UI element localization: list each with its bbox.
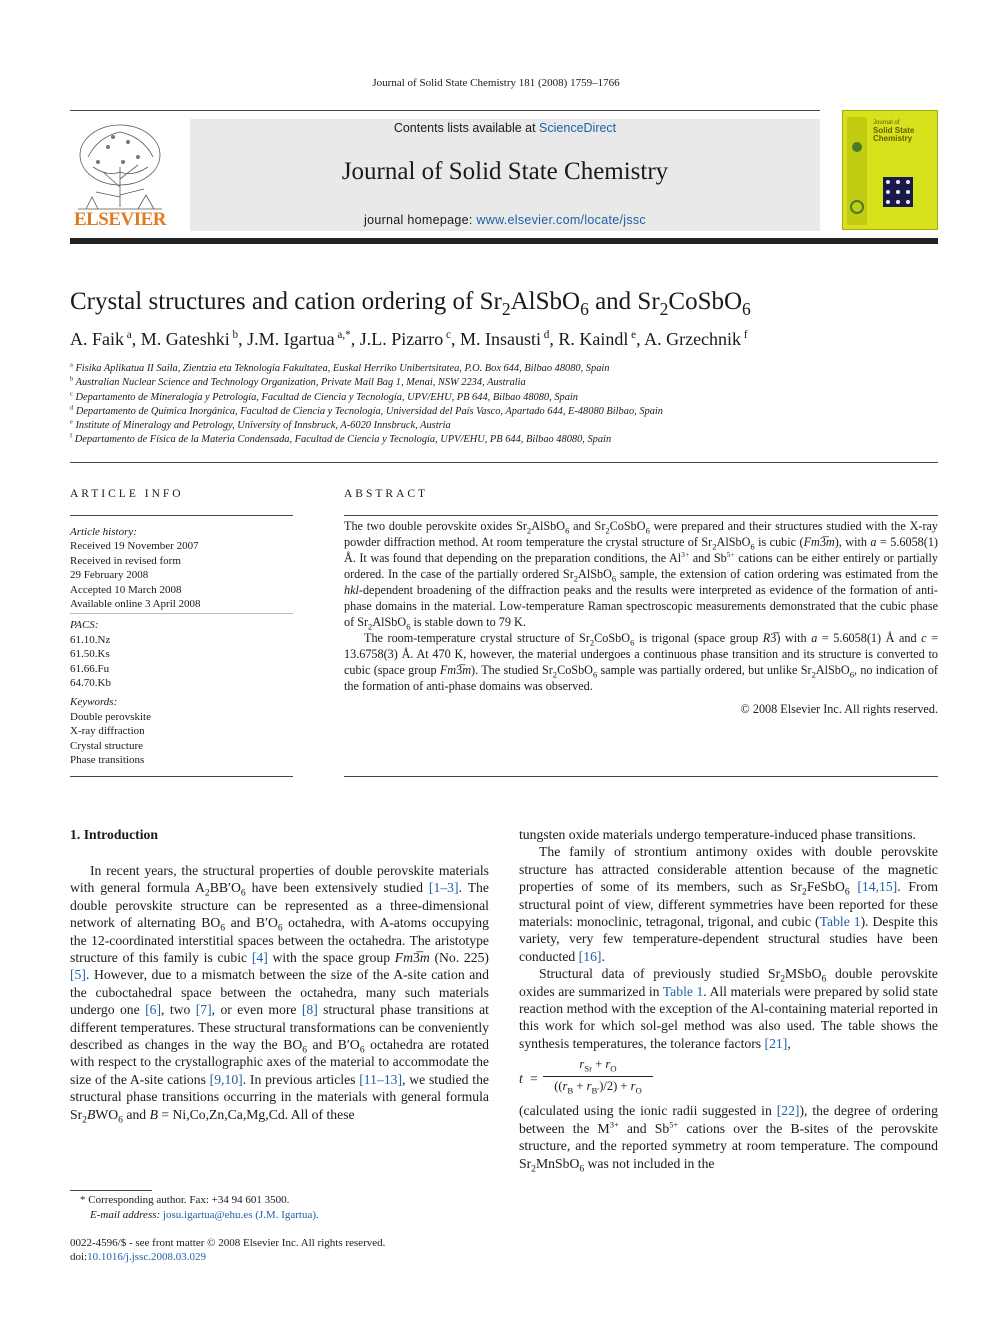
- cover-lattice-image: [883, 177, 913, 207]
- title-block-rule: [70, 462, 938, 463]
- email-link[interactable]: josu.igartua@ehu.es (J.M. Igartua).: [162, 1209, 319, 1221]
- journal-cover-thumbnail: [842, 110, 938, 230]
- affiliation-e: [70, 419, 663, 433]
- intro-continued-paragraph: tungsten oxide materials undergo temperature-induced phase transitions.: [519, 827, 916, 842]
- article-title: Crystal structures and cation ordering of $Sr_2AlSbO_6$ and $Sr_2CoSbO_6$: [70, 288, 751, 319]
- cover-title-line1: Journal of: [873, 120, 900, 126]
- pacs-rule: [70, 613, 293, 614]
- author-list: A. Faik $^a$, M. Gateshki $^b$, J.M. Igartua $^{a,*}$, J.L. Pizarro $^c$, M. Insausti $^d$, R. Kaindl $^e$, A. Grzechnik $^f$: [70, 329, 748, 349]
- history-item: Available online 3 April 2008: [70, 598, 201, 611]
- pacs-label: PACS:: [70, 619, 99, 632]
- affiliation-mark: b: [70, 375, 74, 383]
- affiliation-mark: f: [70, 433, 73, 441]
- affiliation-mark: a: [70, 361, 73, 369]
- journal-homepage: [190, 213, 820, 227]
- abstract-paragraph-2: The room-temperature crystal structure of $Sr_2CoSbO_6$ is trigonal (space group R3̅) with a = 5.6058(1) Å and c = 13.6758(3) Å. At 470 K, however, the material undergoes a continuous phase transition and its structure is converted to cubic (space group Fm3̅m). The studied $Sr_2CoSbO_6$ sample was partially ordered, but unlike $Sr_2AlSbO_6$, no indication of the formation of anti-phase domains was observed.: [344, 631, 939, 693]
- affiliation-mark: c: [70, 390, 73, 398]
- tolerance-factor-equation: t = $r_{Sr} + r_O$ $((r_B + r_{B'})/2) + r_O$: [519, 1056, 938, 1102]
- pacs-code: 61.50.Ks: [70, 648, 110, 661]
- history-list: [70, 539, 293, 611]
- corresponding-author-note: * Corresponding author. Fax: +34 94 601 3500.: [80, 1194, 290, 1206]
- affiliation-d: [70, 405, 663, 419]
- affiliation-mark: d: [70, 404, 74, 412]
- history-item: Accepted 10 March 2008: [70, 583, 182, 596]
- email-label: E-mail address:: [90, 1209, 163, 1221]
- pacs-code: 61.10.Nz: [70, 633, 111, 646]
- pacs-code: 64.70.Kb: [70, 677, 111, 690]
- homepage-link[interactable]: www.elsevier.com/locate/jssc: [476, 213, 646, 227]
- history-item: Received in revised form: [70, 554, 181, 567]
- footnote-rule: [70, 1190, 152, 1191]
- history-item: Received 19 November 2007: [70, 540, 199, 553]
- header-rule: [70, 110, 820, 111]
- affiliation-text: Departamento de Química Inorgánica, Facultad de Ciencia y Tecnología, Universidad del País Vasco, Apartado 644, E-48080 Bilbao, Spain: [73, 405, 664, 417]
- pacs-code: 61.66.Fu: [70, 662, 110, 675]
- contents-line: [190, 121, 820, 135]
- abstract-heading: ABSTRACT: [344, 488, 429, 500]
- pacs-list: [70, 633, 293, 691]
- affiliation-text: Departamento de Mineralogía y Petrología, Facultad de Ciencia y Tecnología, UPV/EHU, PB 644, Bilbao 48080, Spain: [72, 391, 578, 403]
- intro-left-column: [70, 862, 489, 1126]
- affiliation-text: Australian Nuclear Science and Technology Organization, Private Mail Bag 1, Menai, NSW 2234, Australia: [73, 377, 526, 389]
- cover-spine-art: [847, 117, 867, 225]
- elsevier-wordmark: ELSEVIER: [73, 209, 167, 230]
- abstract-bottom-rule: [344, 776, 938, 777]
- affiliation-mark: e: [70, 418, 73, 426]
- contents-prefix: Contents lists available at: [393, 121, 540, 135]
- abstract-body: [344, 518, 938, 717]
- doi-line: [70, 1250, 206, 1265]
- article-info-bottom-rule: [70, 776, 293, 777]
- email-note: [90, 1208, 319, 1223]
- keyword: X-ray diffraction: [70, 725, 145, 738]
- copyright: © 2008 Elsevier Inc. All rights reserved.: [740, 702, 938, 716]
- keyword: Phase transitions: [70, 754, 145, 767]
- homepage-prefix: journal homepage:: [364, 213, 477, 227]
- affiliation-a: [70, 362, 663, 376]
- affiliation-f: [70, 433, 663, 447]
- intro-paragraph-4: (calculated using the ionic radii suggested in [22]), the degree of ordering between the $M^{3+}$ and $Sb^{5+}$ cations over the B-sites of the perovskite structure, and the reported symmetry at room temperature. The compound $Sr_2MnSbO_6$ was not included in the: [519, 1103, 938, 1175]
- affiliation-b: [70, 376, 663, 390]
- intro-right-column: [519, 826, 939, 1175]
- header-thick-rule: [70, 238, 938, 244]
- abstract-rule: [344, 515, 938, 516]
- journal-title: Journal of Solid State Chemistry: [341, 158, 669, 185]
- keyword: Double perovskite: [70, 710, 151, 723]
- intro-heading: 1. Introduction: [70, 827, 158, 842]
- article-info-heading: ARTICLE INFO: [70, 488, 184, 500]
- history-item: 29 February 2008: [70, 569, 149, 582]
- doi-link[interactable]: 10.1016/j.jssc.2008.03.029: [87, 1251, 206, 1263]
- keyword: Crystal structure: [70, 739, 144, 752]
- cover-title-line3: Chemistry: [873, 134, 913, 143]
- intro-paragraph-1: In recent years, the structural properties of double perovskite materials with general formula $A_2BB'O_6$ have been extensively studied [1–3]. The double perovskite structure can be represented as a three-dimensional network of alternating $BO_6$ and $B'O_6$ octahedra, with A-atoms occupying the 12-coordinated interstitial spaces between the octahedra. The aristotype structure of this family is cubic [4] with the space group Fm3̅m (No. 225) [5]. However, due to a mismatch between the size of the A-site cation and the cuboctahedral space between the octahedra, many such materials undergo one [6], two [7], or even more [8] structural phase transitions at different temperatures. These structural transformations can be conveniently described as changes in the way the $BO_6$ and $B'O_6$ octahedra are rotated with respect to the crystallographic axes of the material to accommodate the size of the A-site cations [9,10]. In previous articles [11–13], we studied the structural phase transitions occurring in the materials with general formula $Sr_2BWO_6$ and B = Ni,Co,Zn,Ca,Mg,Cd. All of these: [70, 863, 489, 1126]
- article-info-rule: [70, 515, 293, 516]
- sciencedirect-link[interactable]: ScienceDirect: [539, 121, 617, 135]
- journal-citation: Journal of Solid State Chemistry 181 (2008) 1759–1766: [372, 77, 620, 89]
- intro-paragraph-3: Structural data of previously studied $Sr_2MSbO_6$ double perovskite oxides are summarized in Table 1. All materials were prepared by solid state reaction method with the exception of the Al-containing material reported in this work for which sol-gel method was also used. The table shows the synthesis temperatures, the tolerance factors [21],: [519, 966, 938, 1051]
- abstract-paragraph-1: The two double perovskite oxides $Sr_2AlSbO_6$ and $Sr_2CoSbO_6$ were prepared and their structures studied with the X-ray powder diffraction method. At room temperature the crystal structure of $Sr_2AlSbO_6$ is cubic (Fm3̅m), with a = 5.6058(1) Å. It was found that depending on the preparation conditions, the $Al^{3+}$ and $Sb^{5+}$ cations can be either entirely or partially ordered. In the case of the partially ordered $Sr_2AlSbO_6$ sample, the extension of cation ordering was estimated from the hkl-dependent broadening of the diffraction peaks and the results were interpreted as evidence of the formation of anti-phase domains in the material. Low-temperature Raman spectroscopic measurements demonstrated that the cubic phase of $Sr_2AlSbO_6$ is stable down to 79 K.: [344, 519, 939, 632]
- affiliations: [70, 362, 663, 448]
- affiliation-text: Departamento de Física de la Materia Condensada, Facultad de Ciencia y Tecnología, UPV/EHU, PB 644, Bilbao 48080, Spain: [72, 434, 612, 446]
- affiliation-text: Institute of Mineralogy and Petrology, University of Innsbruck, A-6020 Innsbruck, Austria: [72, 420, 451, 432]
- affiliation-c: [70, 391, 663, 405]
- affiliation-text: Fisika Aplikatua II Saila, Zientzia eta Teknologia Fakultatea, Euskal Herriko Unibertsitatea, P.O. Box 644, Bilbao 48080, Spain: [72, 363, 610, 374]
- history-label: Article history:: [70, 526, 137, 538]
- intro-paragraph-2: The family of strontium antimony oxides with double perovskite structure has attracted considerable attention because of the magnetic properties of some of its members, such as $Sr_2FeSbO_6$ [14,15]. From structural point of view, different symmetries have been reported for these materials: monoclinic, tetragonal, trigonal, and cubic (Table 1). Despite this variety, very few temperature-dependent structural studies have been conducted [16].: [519, 844, 939, 964]
- doi-label: doi:: [70, 1251, 88, 1263]
- cover-title-line2: Solid State: [873, 126, 915, 135]
- article-info: [70, 525, 293, 768]
- issn-line: 0022-4596/$ - see front matter © 2008 Elsevier Inc. All rights reserved.: [70, 1237, 386, 1249]
- keywords-list: [70, 710, 293, 768]
- keywords-label: Keywords:: [70, 696, 118, 709]
